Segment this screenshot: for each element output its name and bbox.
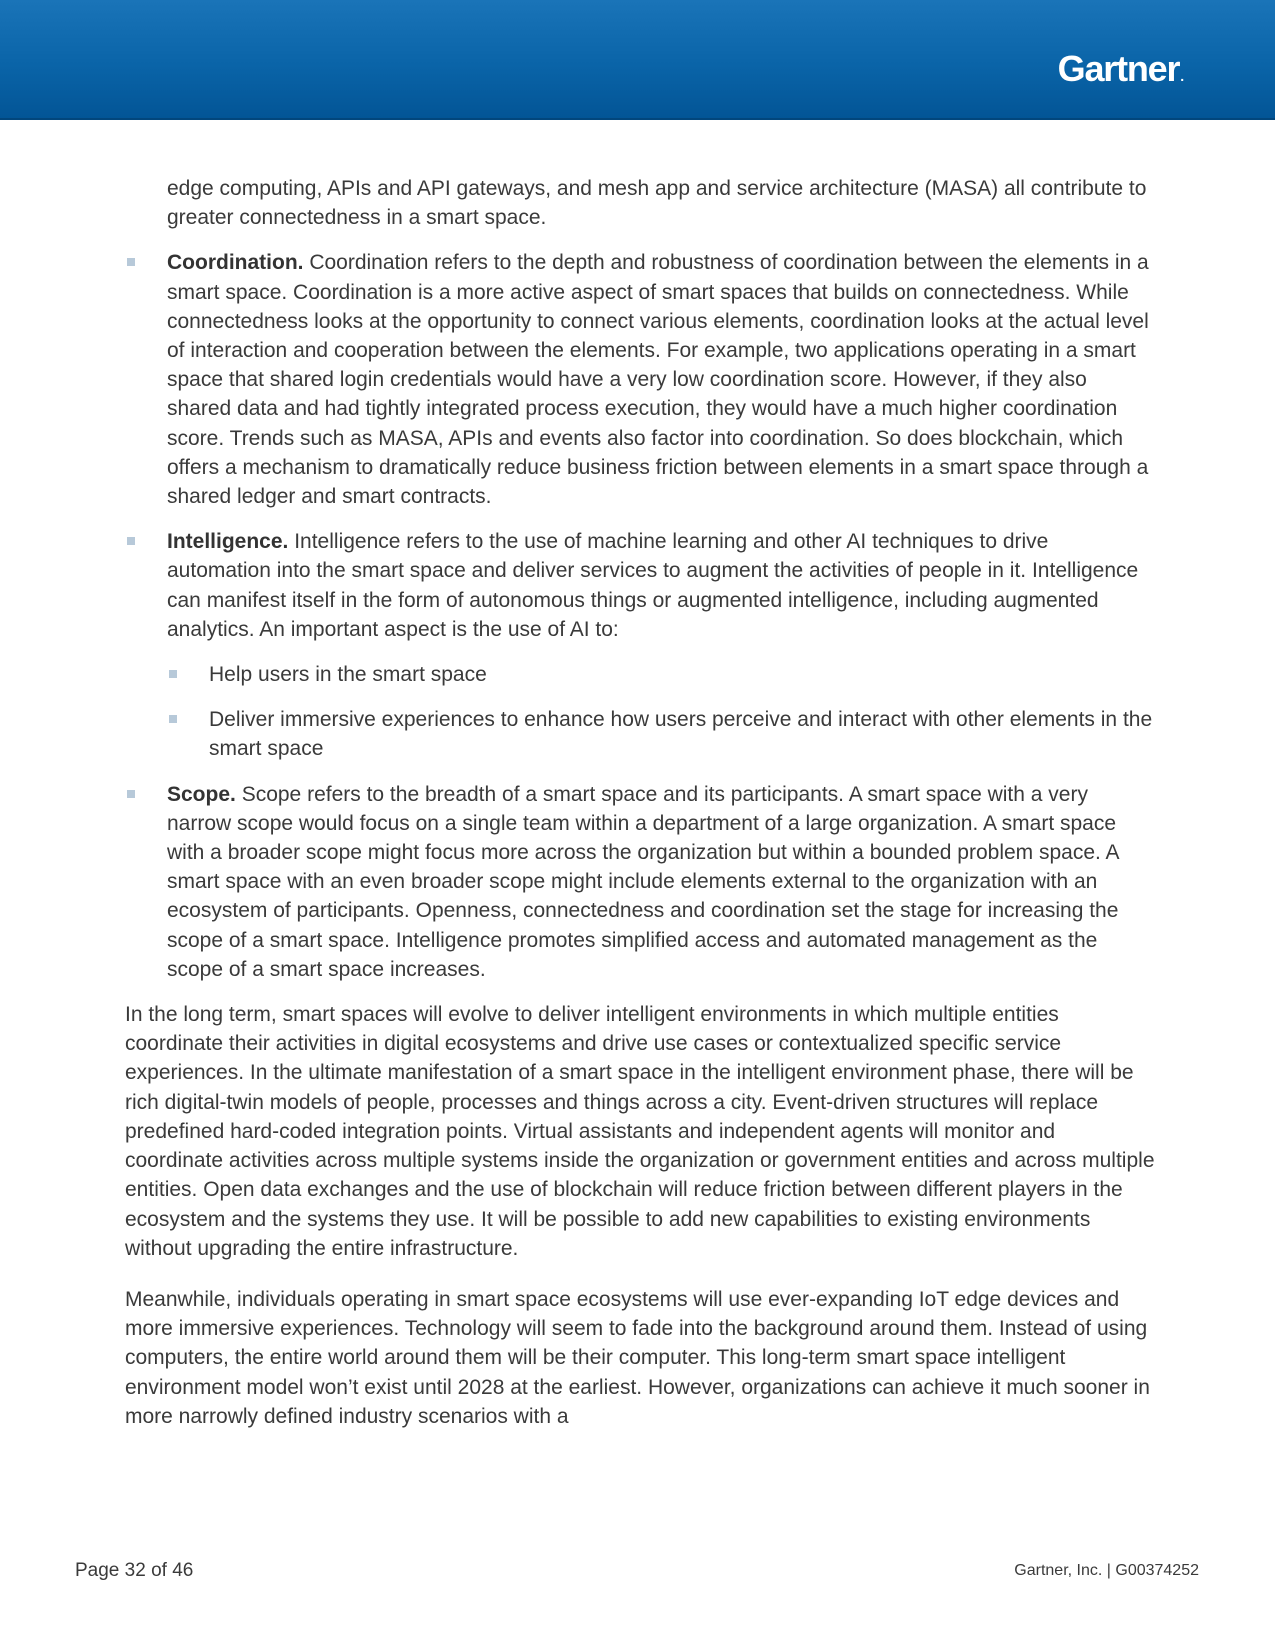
gartner-logo: [1058, 48, 1183, 90]
square-bullet-icon: [127, 537, 135, 545]
square-bullet-icon: [127, 258, 135, 266]
header-band: [0, 0, 1275, 120]
document-id: Gartner, Inc. | G00374252: [1014, 1562, 1199, 1579]
bullet-term: Intelligence.: [167, 530, 289, 554]
bullet-text: Scope refers to the breadth of a smart space and its participants. A smart space with a very narrow scope would focus on a single team within a department of a large organization. A smart space with a broader scope might focus more across the organization but within a bounded problem space. A smart space with an even broader scope might include elements external to the organization with an ecosystem of participants. Openness, connectedness and coordination set the stage for increasing the scope of a smart space. Intelligence promotes simplified access and automated management as the scope of a smart space increases.: [167, 782, 1119, 981]
sub-bullet-help-users: [125, 660, 1155, 689]
sub-bullet-immersive: [125, 705, 1155, 763]
continuation-text: edge computing, APIs and API gateways, and mesh app and service architecture (MASA) all contribute to greater connectedness in a smart space.: [167, 177, 1147, 230]
bullet-scope: [125, 780, 1155, 984]
bullet-term: Scope.: [167, 782, 236, 806]
sub-bullet-text: Help users in the smart space: [209, 663, 487, 687]
bullet-term: Coordination.: [167, 251, 304, 275]
bullet-intelligence: [125, 527, 1155, 644]
paragraph-long-term: In the long term, smart spaces will evolve to deliver intelligent environments in which multiple entities coordinate their activities in digital ecosystems and drive use cases or contextualized specific service experiences. In the ultimate manifestation of a smart space in the intelligent environment phase, there will be rich digital-twin models of people, processes and things across a city. Event-driven structures will replace predefined hard-coded integration points. Virtual assistants and independent agents will monitor and coordinate activities across multiple systems inside the organization or government entities and across multiple entities. Open data exchanges and the use of blockchain will reduce friction between different players in the ecosystem and the systems they use. It will be possible to add new capabilities to existing environments without upgrading the entire infrastructure.: [125, 1003, 1155, 1260]
square-bullet-icon: [127, 790, 135, 798]
paragraph-meanwhile: Meanwhile, individuals operating in smart space ecosystems will use ever-expanding IoT edge devices and more immersive experiences. Technology will seem to fade into the background around them. Instead of using computers, the entire world around them will be their computer. This long-term smart space intelligent environment model won’t exist until 2028 at the earliest. However, organizations can achieve it much sooner in more narrowly defined industry scenarios with a: [125, 1287, 1150, 1428]
document-body: [125, 174, 1155, 1431]
logo-dot: .: [1180, 68, 1183, 84]
logo-text: Gartner: [1057, 48, 1180, 89]
page-number: Page 32 of 46: [75, 1560, 194, 1581]
square-bullet-icon: [169, 670, 177, 678]
bullet-coordination: [125, 248, 1155, 511]
sub-bullet-text: Deliver immersive experiences to enhance how users perceive and interact with other elements in the smart space: [209, 708, 1153, 761]
bullet-text: Coordination refers to the depth and robustness of coordination between the elements in a smart space. Coordination is a more active aspect of smart spaces that builds on connectedness. While connectedness looks at the opportunity to connect various elements, coordination looks at the actual level of interaction and cooperation between the elements. For example, two applications operating in a smart space that shared login credentials would have a very low coordination score. However, if they also shared data and had tightly integrated process execution, they would have a much higher coordination score. Trends such as MASA, APIs and events also factor into coordination. So does blockchain, which offers a mechanism to dramatically reduce business friction between elements in a smart space through a shared ledger and smart contracts.: [167, 251, 1149, 509]
bullet-text: Intelligence refers to the use of machine learning and other AI techniques to drive automation into the smart space and deliver services to augment the activities of people in it. Intelligence can manifest itself in the form of autonomous things or augmented intelligence, including augmented analytics. An important aspect is the use of AI to:: [167, 530, 1139, 641]
square-bullet-icon: [169, 715, 177, 723]
